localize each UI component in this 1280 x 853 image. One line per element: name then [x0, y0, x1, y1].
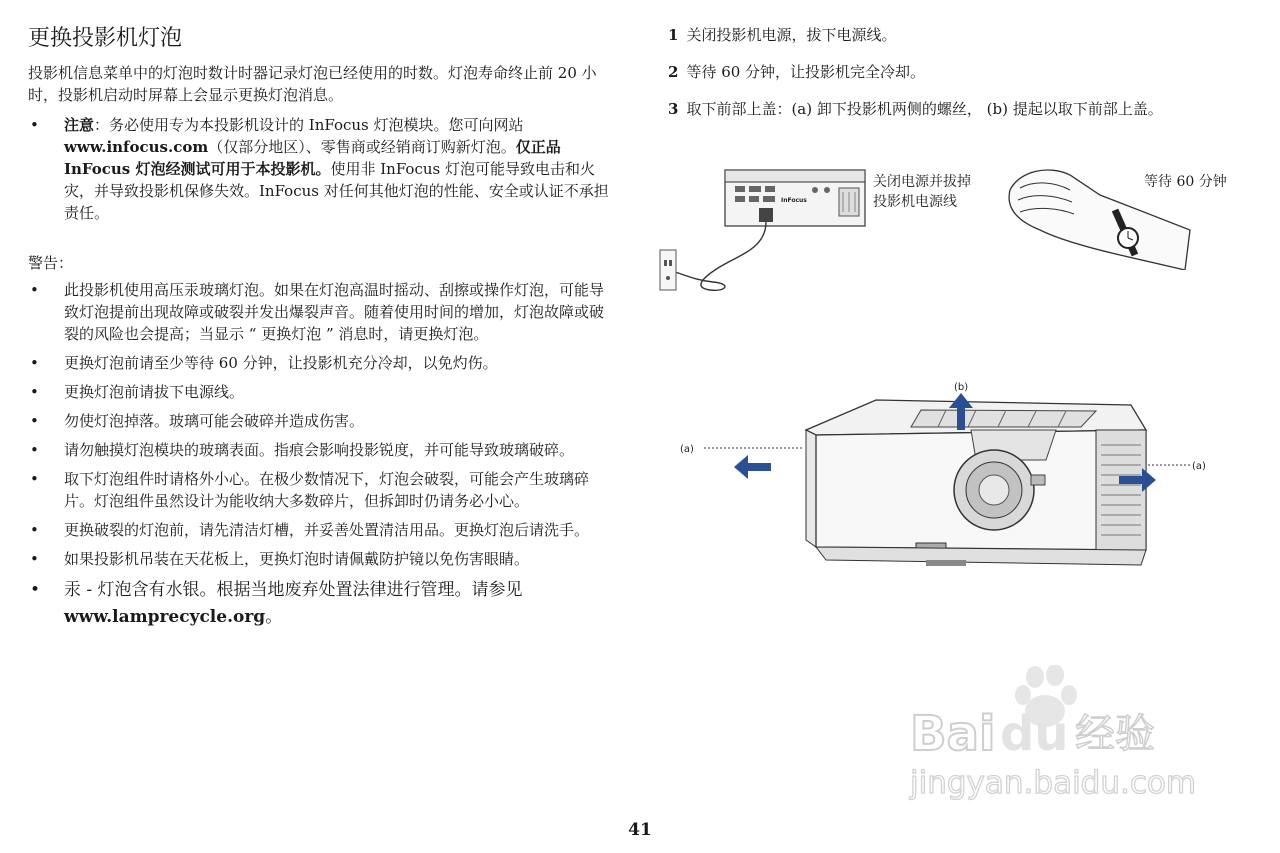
warning-item: [28, 410, 618, 432]
bullet: •: [30, 441, 39, 459]
warning-text: 此投影机使用高压汞玻璃灯泡。如果在灯泡高温时摇动、刮擦或操作灯泡，可能导致灯泡提前出现故障或破裂并发出爆裂声音。随着使用时间的增加，灯泡故障或破裂的风险也会提高；当显示 “ 更换灯泡 ” 消息时，请更换灯泡。: [64, 281, 605, 343]
step-text: 取下前部上盖：(a) 卸下投影机两侧的螺丝， (b) 提起以取下前部上盖。: [686, 100, 1163, 118]
note-bold-text: 仅正品 InFocus 灯泡经测试可用于本投影机。: [64, 138, 561, 178]
power-caption: [873, 172, 971, 212]
bullet: •: [30, 550, 39, 568]
warning-item: [28, 548, 618, 570]
warning-text: 请勿触摸灯泡模块的玻璃表面。指痕会影响投影锐度，并可能导致玻璃破碎。: [64, 441, 575, 459]
brand-label: InFocus: [781, 197, 807, 204]
page-number: 41: [628, 820, 652, 840]
watermark-url: jingyan.baidu.com: [910, 765, 1197, 801]
power-caption-line-2: 投影机电源线: [873, 194, 957, 210]
arrow-left-icon: [734, 455, 771, 479]
watermark-bai: Bai: [910, 706, 996, 762]
note-text-3: 使用非 InFocus 灯泡可能导致电击和火灾，并导致投影机保修失效。InFocus 对任何其他灯泡的性能、安全或认证不承担责任。: [64, 160, 609, 222]
note-label: 注意: [64, 116, 95, 134]
warning-item: [28, 439, 618, 461]
paw-logo-icon: [905, 665, 1205, 805]
projector-front-illustration: [676, 375, 1216, 585]
mercury-text: 汞 - 灯泡含有水银。根据当地废弃处置法律进行管理。请参见: [64, 580, 523, 600]
warning-item: [28, 468, 618, 512]
label-a-left: (a): [680, 444, 694, 455]
warning-title: 警告：: [28, 254, 74, 272]
bullet: •: [30, 281, 39, 299]
warning-text: 取下灯泡组件时请格外小心。在极少数情况下，灯泡会破裂，可能会产生玻璃碎片。灯泡组件虽然设计为能收纳大多数碎片，但拆卸时仍请务必小心。: [64, 470, 590, 510]
step-text: 等待 60 分钟，让投影机完全冷却。: [686, 63, 926, 81]
bullet: •: [30, 470, 39, 488]
bullet: •: [30, 116, 39, 134]
note-text-1: ：务必使用专为本投影机设计的 InFocus 灯泡模块。您可向网站: [94, 116, 524, 134]
bullet: •: [30, 383, 39, 401]
right-column: [668, 24, 1258, 135]
warning-text: 更换破裂的灯泡前，请先清洁灯槽，并妥善处置清洁用品。更换灯泡后请洗手。: [64, 521, 590, 539]
warning-text: 更换灯泡前请至少等待 60 分钟，让投影机充分冷却，以免灼伤。: [64, 354, 498, 372]
power-caption-line-1: 关闭电源并拔掉: [873, 174, 971, 190]
warning-text: 如果投影机吊装在天花板上，更换灯泡时请佩戴防护镜以免伤害眼睛。: [64, 550, 530, 568]
step-number: 2: [668, 63, 679, 81]
watermark-du: du: [1000, 706, 1069, 762]
step-3: [668, 98, 1258, 120]
bullet: •: [30, 354, 39, 372]
note-text-2: （仅部分地区）、零售商或经销商订购新灯泡。: [208, 138, 516, 156]
bullet: •: [30, 412, 39, 430]
warning-text: 勿使灯泡掉落。玻璃可能会破碎并造成伤害。: [64, 412, 365, 430]
wait-caption: 等待 60 分钟: [1144, 174, 1227, 190]
baidu-watermark: [905, 665, 1205, 805]
label-b: (b): [954, 382, 969, 393]
warning-text: 更换灯泡前请拔下电源线。: [64, 383, 245, 401]
step-1: [668, 24, 1258, 46]
lamprecycle-link[interactable]: www.lamprecycle.org: [64, 607, 266, 627]
note-list: [28, 114, 618, 224]
projector-rear-illustration: [655, 160, 875, 300]
mercury-item: [28, 577, 618, 631]
warning-item: [28, 381, 618, 403]
bullet: •: [30, 580, 41, 600]
warning-list: [28, 279, 618, 631]
watermark-jingyan: 经验: [1075, 711, 1155, 757]
left-column: [28, 24, 618, 638]
page-title: 更换投影机灯泡: [28, 26, 183, 51]
warning-item: [28, 279, 618, 345]
warning-item: [28, 519, 618, 541]
note-item: [28, 114, 618, 224]
infocus-link[interactable]: www.infocus.com: [64, 138, 209, 156]
step-text: 关闭投影机电源，拔下电源线。: [686, 26, 897, 44]
mercury-end: 。: [265, 607, 283, 627]
intro-paragraph: 投影机信息菜单中的灯泡时数计时器记录灯泡已经使用的时数。灯泡寿命终止前 20 小时，投影机启动时屏幕上会显示更换灯泡消息。: [28, 64, 597, 104]
bullet: •: [30, 521, 39, 539]
step-2: [668, 61, 1258, 83]
label-a-right: (a): [1192, 461, 1206, 472]
step-number: 3: [668, 100, 679, 118]
step-number: 1: [668, 26, 679, 44]
warning-item: [28, 352, 618, 374]
